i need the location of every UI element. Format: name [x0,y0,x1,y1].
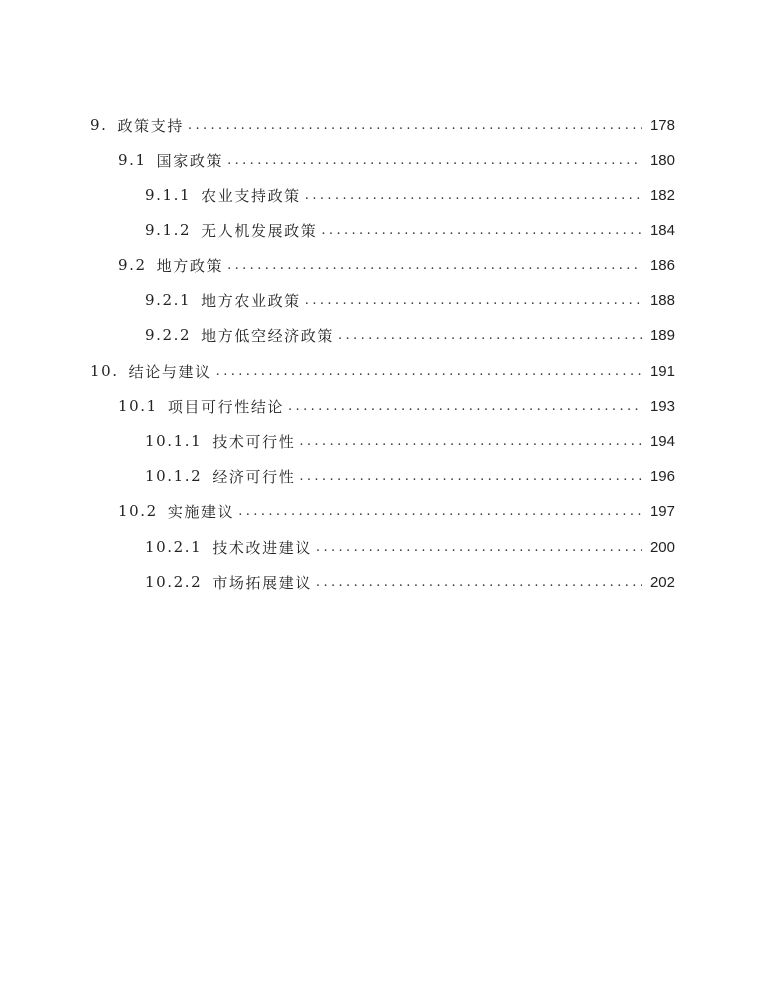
page-number: 202 [649,573,675,591]
entry-title: 国家政策 [156,151,224,170]
page-number: 197 [649,502,675,520]
page-number: 196 [649,467,675,485]
entry-number: 10.1.2 [145,467,203,485]
page-number: 184 [649,221,675,239]
dot-leader [305,289,642,313]
entry-number: 9. [90,116,108,134]
dot-leader [321,219,642,243]
entry-title: 市场拓展建议 [212,573,312,592]
entry-title: 经济可行性 [212,467,296,486]
entry-number: 9.2.1 [145,291,192,309]
entry-title: 技术可行性 [212,432,296,451]
dot-leader [316,571,642,595]
entry-number: 10.2 [118,502,158,520]
toc-entry[interactable] [118,148,675,172]
page-number: 194 [649,432,675,450]
toc-entry[interactable] [90,113,675,137]
entry-title: 农业支持政策 [201,186,301,205]
dot-leader [227,149,642,173]
entry-title: 结论与建议 [128,362,212,381]
entry-title: 项目可行性结论 [167,397,285,416]
toc-entry[interactable] [145,464,675,488]
entry-number: 10.2.2 [145,573,203,591]
toc-entry[interactable] [145,570,675,594]
entry-title: 地方低空经济政策 [201,326,334,345]
toc-entry[interactable] [118,499,675,523]
page-number: 193 [649,397,675,415]
entry-title: 政策支持 [117,116,184,135]
entry-title: 无人机发展政策 [201,221,318,240]
dot-leader [227,254,642,278]
page-number: 182 [649,186,675,204]
entry-number: 9.2.2 [145,326,192,344]
dot-leader [316,536,642,560]
page-number: 186 [649,256,675,274]
entry-title: 技术改进建议 [212,538,312,557]
page-number: 189 [649,326,675,344]
dot-leader [299,465,642,489]
toc-entry[interactable] [145,429,675,453]
entry-title: 实施建议 [167,502,235,521]
entry-number: 9.1 [118,151,147,169]
entry-number: 10.1 [118,397,158,415]
dot-leader [216,360,642,384]
toc-entry[interactable] [118,394,675,418]
dot-leader [305,184,642,208]
entry-number: 10.1.1 [145,432,203,450]
toc-entry[interactable] [90,359,675,383]
entry-number: 10.2.1 [145,538,203,556]
toc-entry[interactable] [145,218,675,242]
entry-title: 地方农业政策 [201,291,301,310]
entry-number: 9.1.2 [145,221,192,239]
page-number: 191 [649,362,675,380]
page-number: 200 [649,538,675,556]
page-number: 180 [649,151,675,169]
toc-entry[interactable] [118,253,675,277]
dot-leader [238,500,642,524]
toc-entry[interactable] [145,288,675,312]
toc-entry[interactable] [145,323,675,347]
dot-leader [288,395,642,419]
entry-number: 10. [90,362,119,380]
toc-entry[interactable] [145,183,675,207]
dot-leader [188,114,642,138]
page-number: 178 [649,116,675,134]
entry-number: 9.2 [118,256,147,274]
dot-leader [299,430,642,454]
toc-entry[interactable] [145,535,675,559]
page-number: 188 [649,291,675,309]
entry-number: 9.1.1 [145,186,192,204]
dot-leader [338,324,642,348]
entry-title: 地方政策 [156,256,224,275]
